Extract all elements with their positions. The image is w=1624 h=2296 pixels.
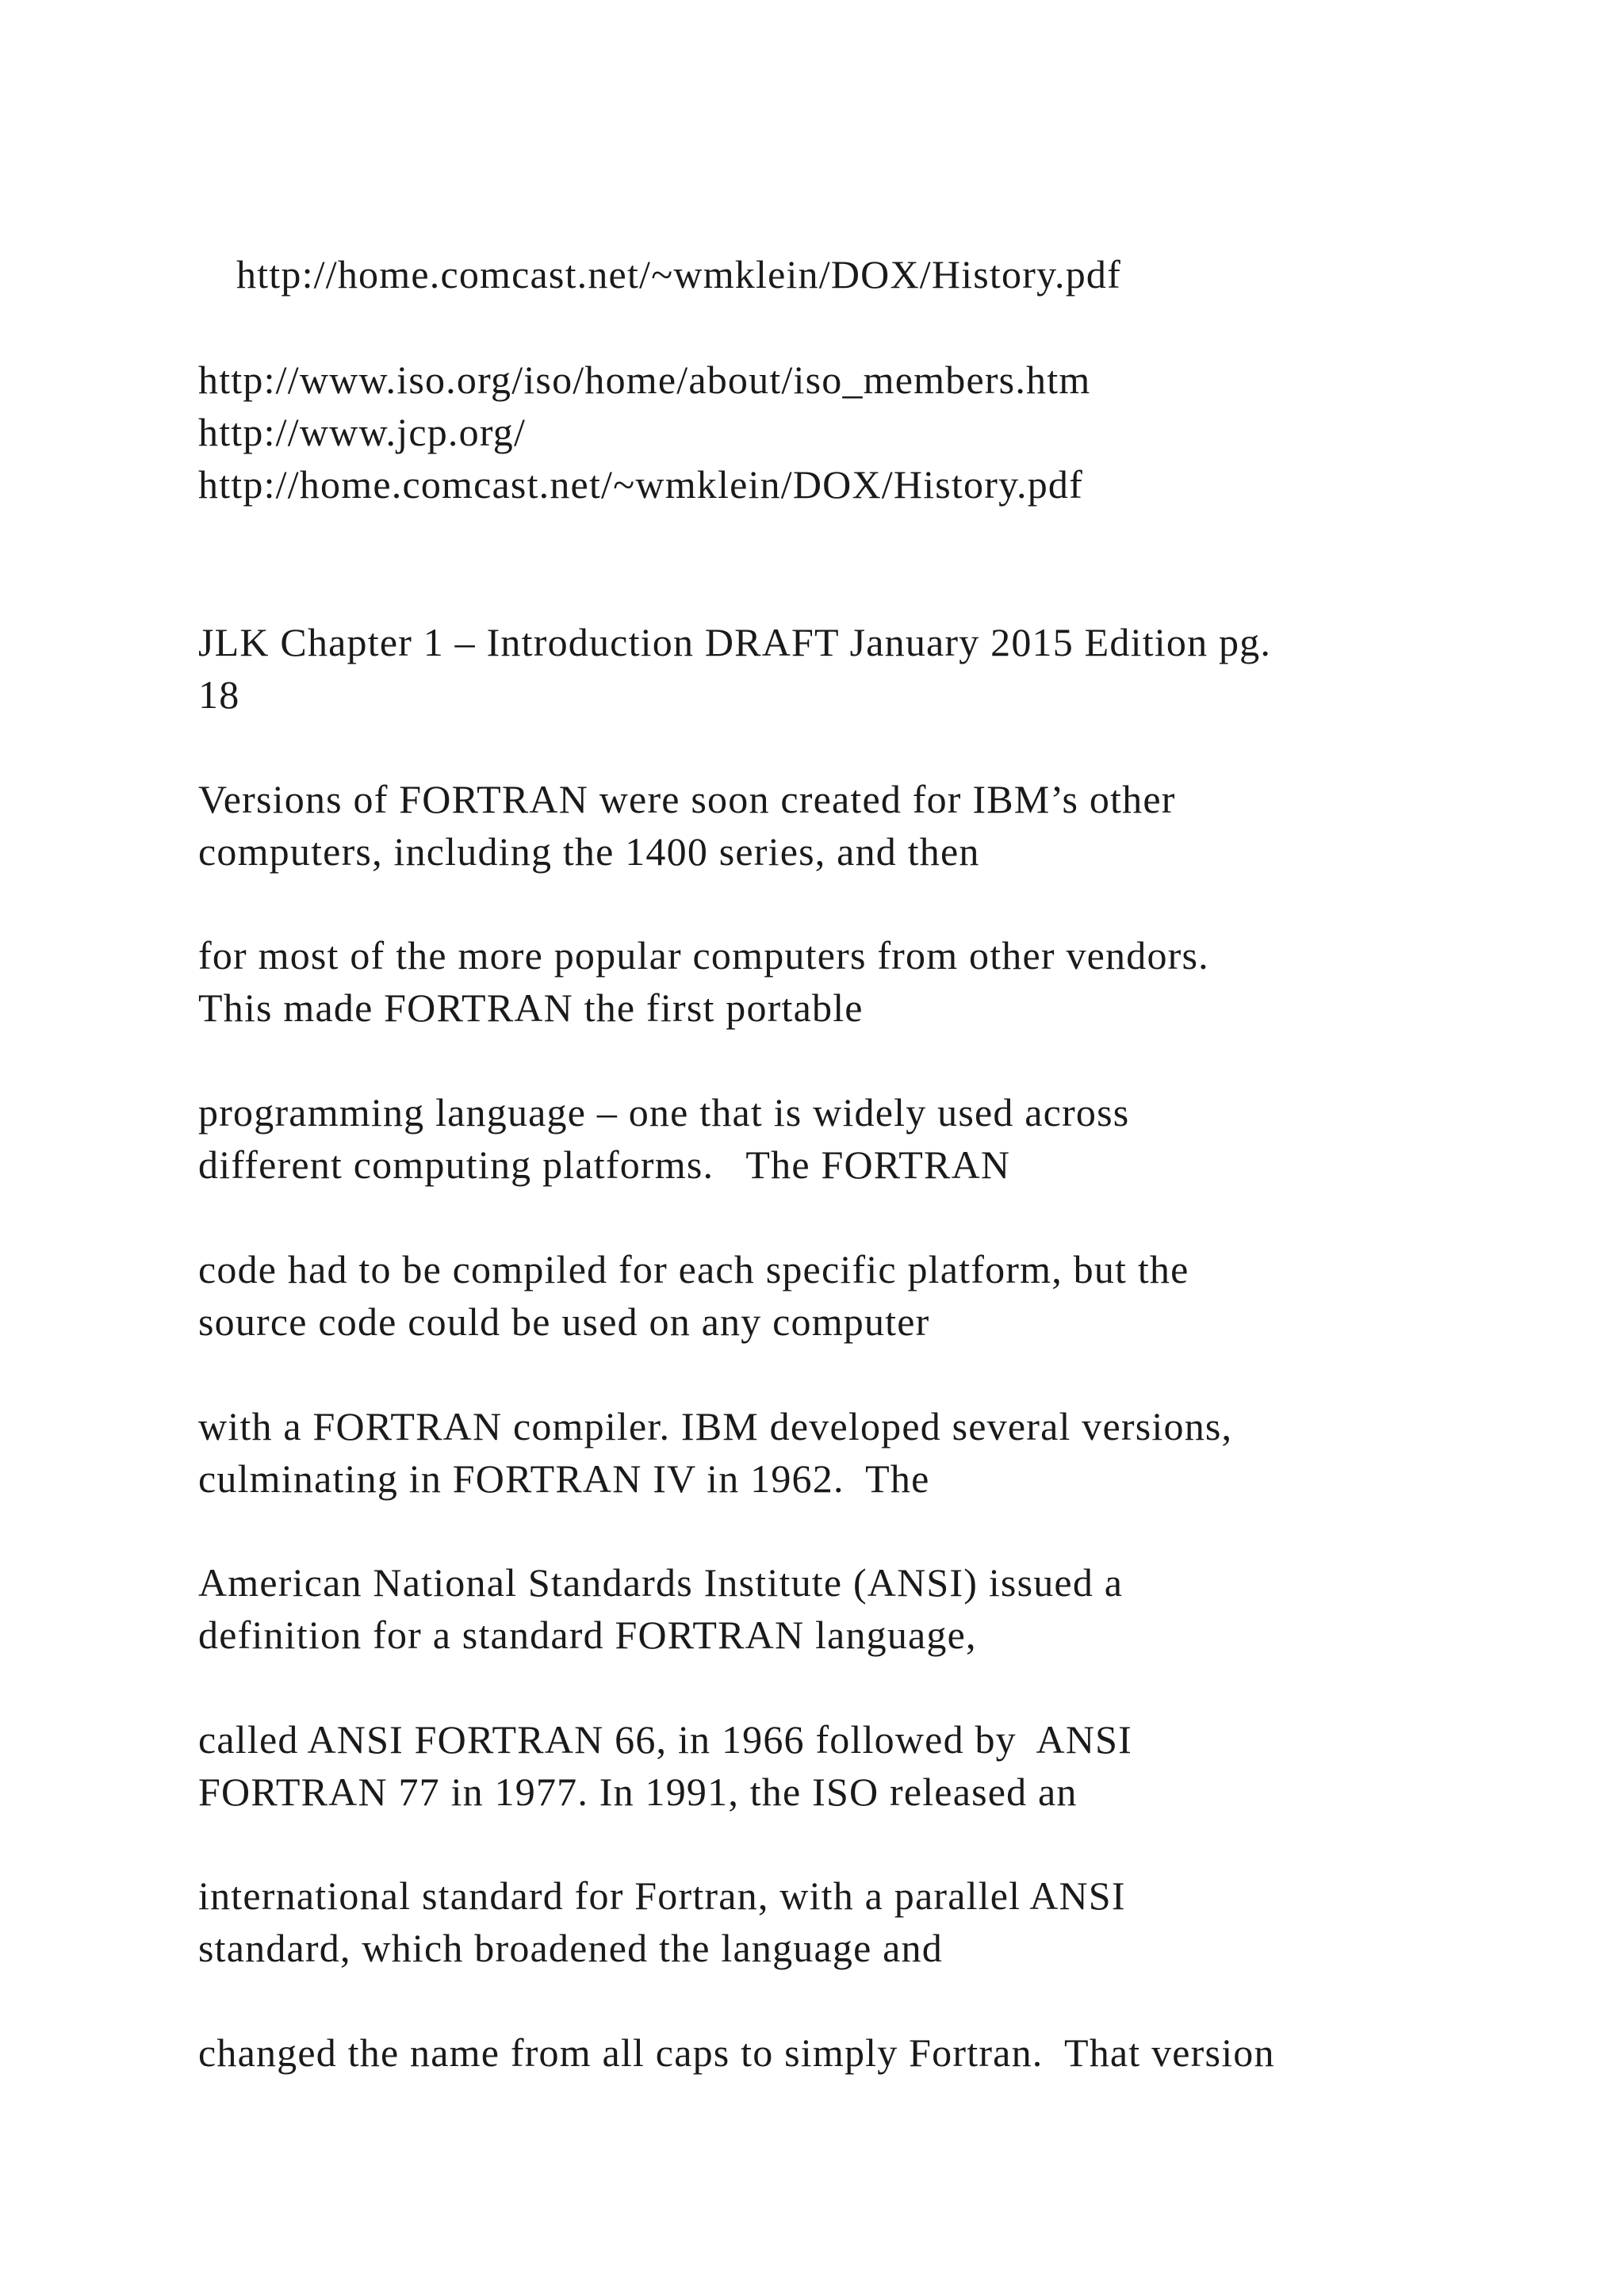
body-line: source code could be used on any computer xyxy=(198,1299,930,1344)
body-line: Versions of FORTRAN were soon created for IBM’s other xyxy=(198,777,1176,821)
body-line: code had to be compiled for each specific platform, but the xyxy=(198,1247,1189,1292)
reference-link-iso[interactable]: http://www.iso.org/iso/home/about/iso_members.htm xyxy=(198,358,1091,402)
reference-link-jcp[interactable]: http://www.jcp.org/ xyxy=(198,410,527,454)
body-line: standard, which broadened the language and xyxy=(198,1926,943,1970)
running-header: JLK Chapter 1 – Introduction DRAFT January 2015 Edition pg. xyxy=(198,620,1272,664)
body-line: computers, including the 1400 series, and then xyxy=(198,829,980,874)
page-number: 18 xyxy=(198,672,240,717)
body-line: called ANSI FORTRAN 66, in 1966 followed by ANSI xyxy=(198,1717,1132,1762)
body-line: programming language – one that is widely used across xyxy=(198,1090,1130,1135)
body-line: for most of the more popular computers from other vendors. xyxy=(198,933,1209,978)
body-line: This made FORTRAN the first portable xyxy=(198,985,864,1030)
body-line: culminating in FORTRAN IV in 1962. The xyxy=(198,1456,930,1501)
body-line: American National Standards Institute (ANSI) issued a xyxy=(198,1560,1124,1605)
reference-link-history[interactable]: http://home.comcast.net/~wmklein/DOX/History.pdf xyxy=(198,462,1083,507)
body-line: changed the name from all caps to simply Fortran. That version xyxy=(198,2030,1275,2075)
body-line: with a FORTRAN compiler. IBM developed several versions, xyxy=(198,1404,1233,1448)
body-line: FORTRAN 77 in 1977. In 1991, the ISO released an xyxy=(198,1770,1078,1814)
body-line: international standard for Fortran, with a parallel ANSI xyxy=(198,1873,1126,1918)
body-line: definition for a standard FORTRAN language, xyxy=(198,1613,977,1657)
top-reference-link[interactable]: http://home.comcast.net/~wmklein/DOX/History.pdf xyxy=(236,252,1121,297)
body-line: different computing platforms. The FORTRAN xyxy=(198,1142,1011,1187)
